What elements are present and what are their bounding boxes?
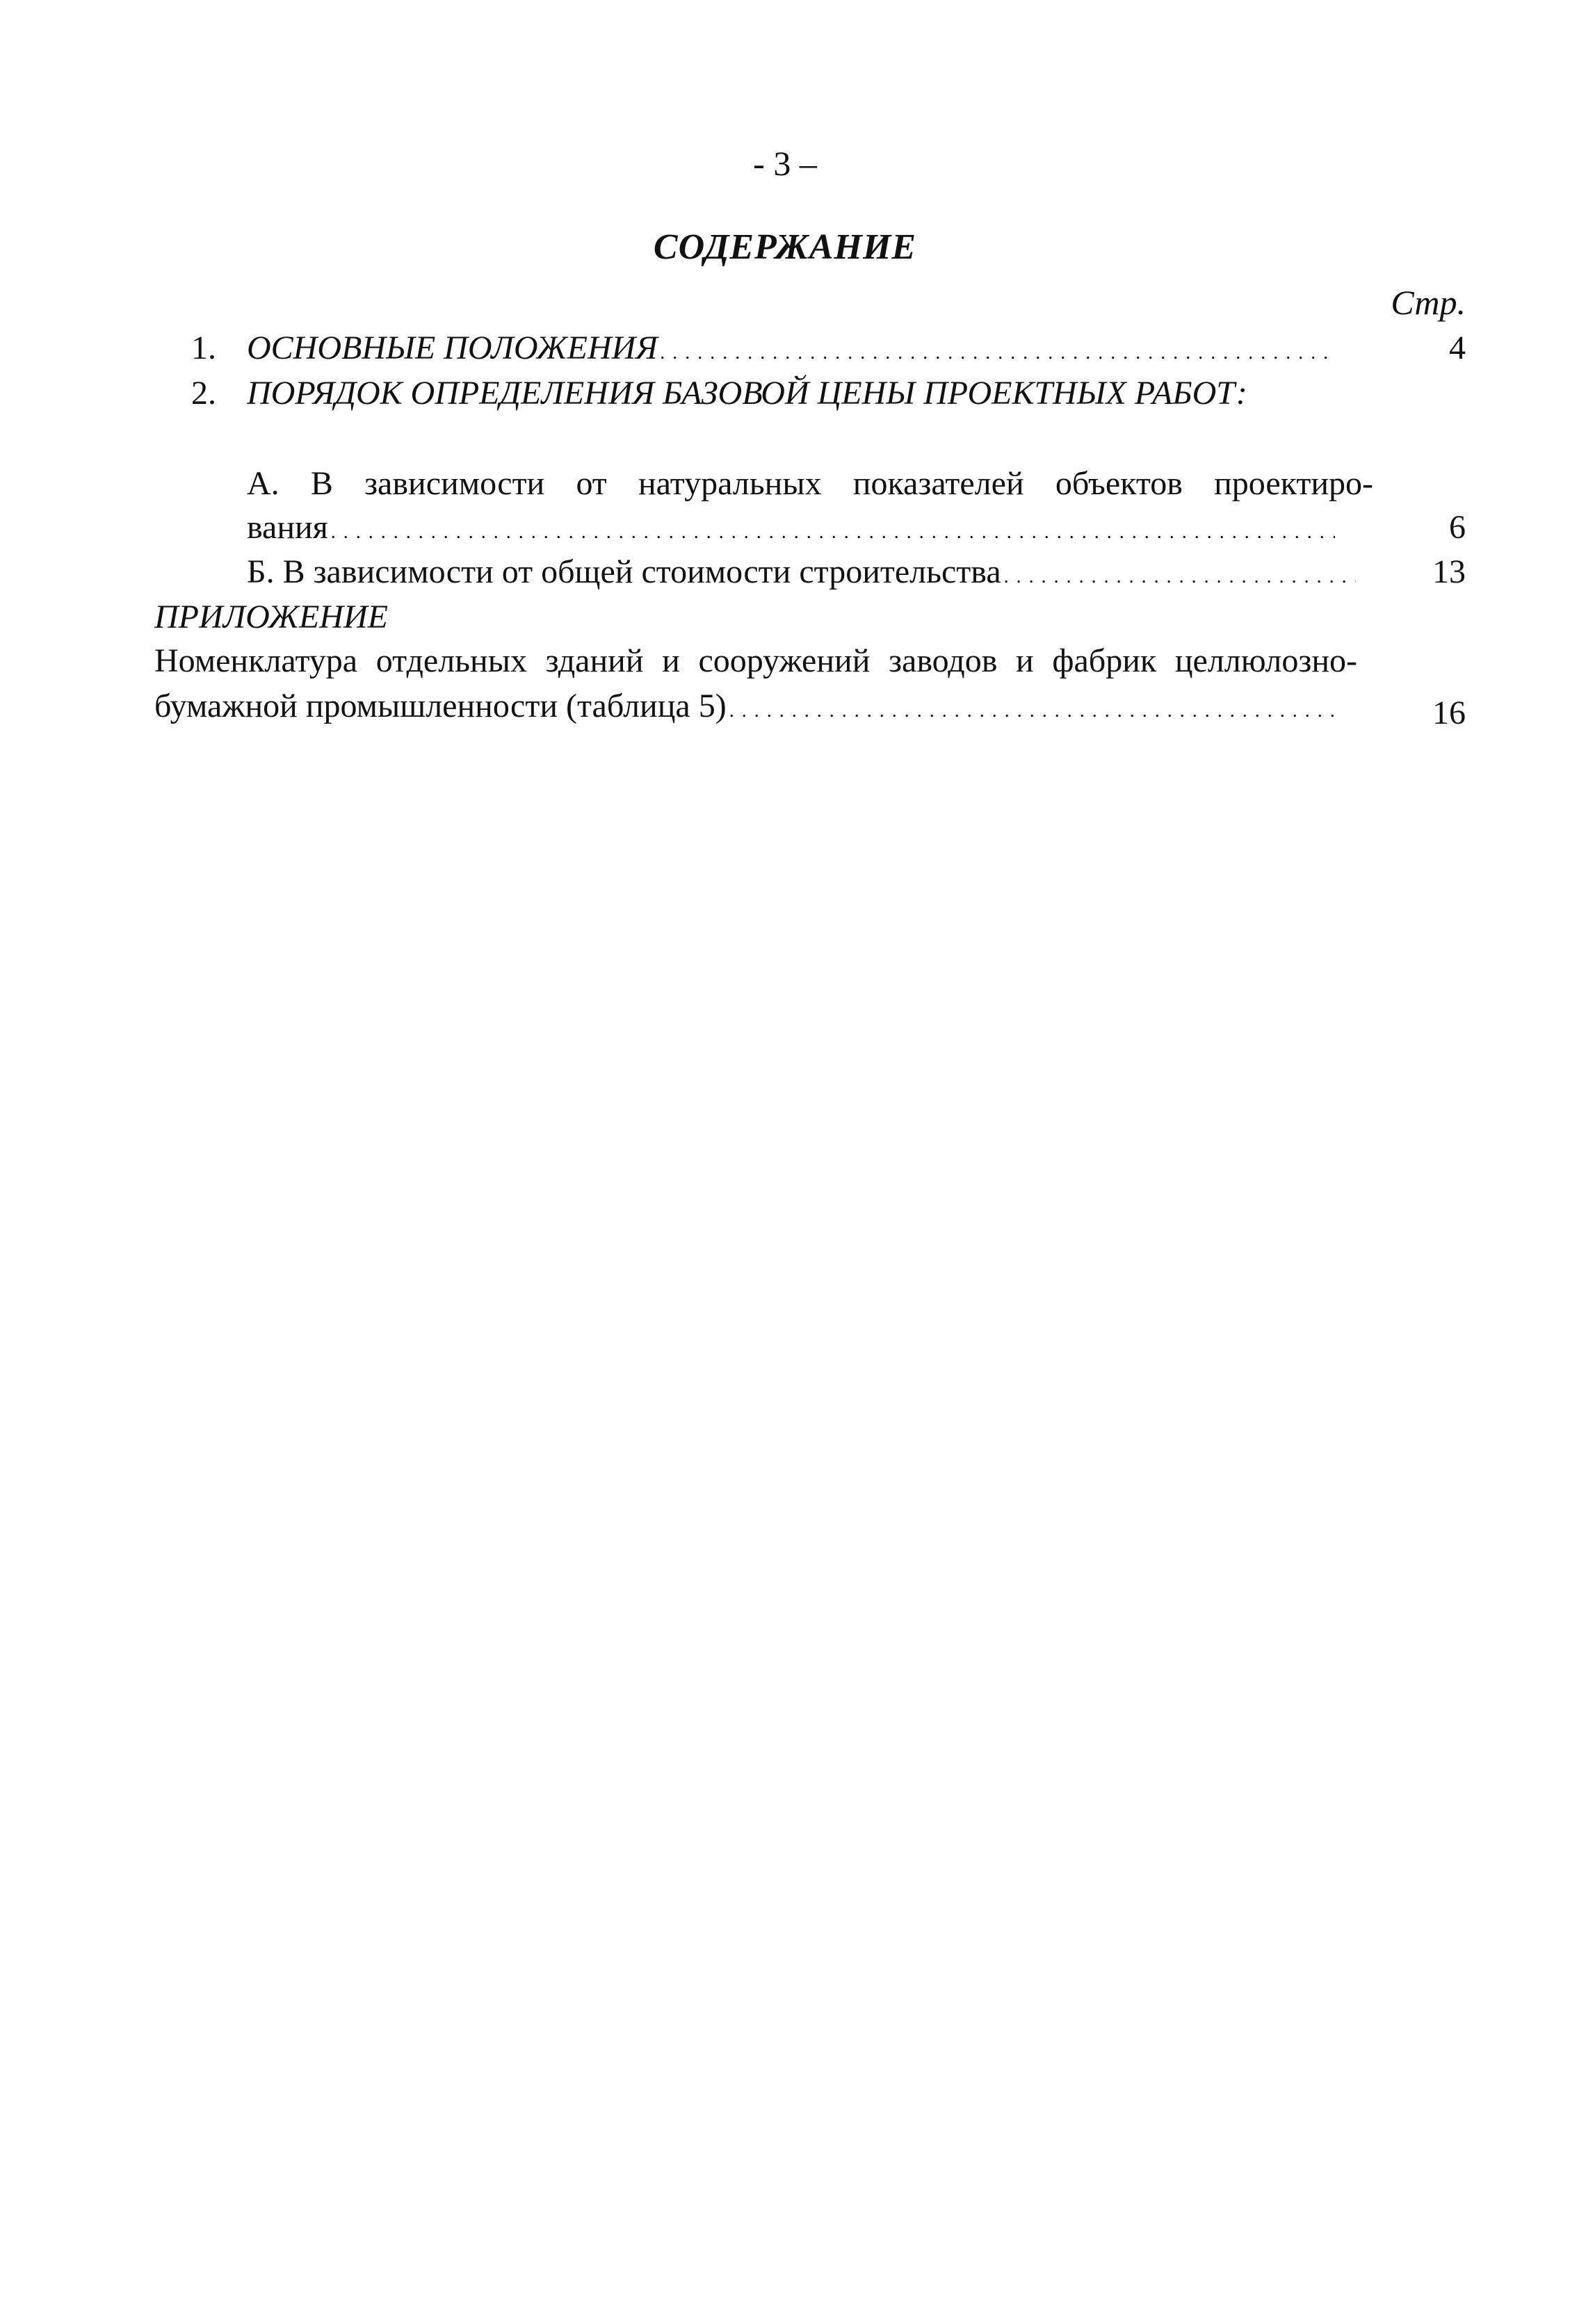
- page-column-header: Стр.: [1391, 283, 1466, 322]
- appendix-line2: [0, 685, 1570, 728]
- dot-leader: [1001, 555, 1356, 594]
- toc-entry-number: 2.: [191, 375, 216, 412]
- toc-entry-label: ОСНОВНЫЕ ПОЛОЖЕНИЯ: [247, 330, 658, 366]
- toc-subentry-a-line1: А. В зависимости от натуральных показателей объектов проектиро-: [247, 465, 1373, 502]
- dot-leader: [328, 511, 1335, 549]
- toc-entry-text: [247, 506, 1335, 549]
- page-number: - 3 –: [753, 144, 817, 183]
- toc-entry-page: 13: [1432, 553, 1466, 590]
- appendix-heading: ПРИЛОЖЕНИЕ: [154, 599, 388, 635]
- toc-entry-label: Б. В зависимости от общей стоимости строительства: [247, 553, 1001, 590]
- toc-entry-2: [0, 372, 1570, 415]
- toc-entry-page: 16: [1432, 694, 1466, 728]
- dot-leader: [727, 690, 1335, 728]
- toc-entry-label: вания: [247, 509, 328, 546]
- toc-subentry-b: [0, 551, 1570, 594]
- toc-entry-text: [154, 685, 1335, 728]
- toc-entry-text: [247, 372, 1429, 415]
- dot-leader: [658, 332, 1335, 370]
- toc-entry-page: 4: [1449, 330, 1466, 366]
- toc-entry-label: бумажной промышленности (таблица 5): [154, 688, 727, 724]
- toc-entry-label: ПОРЯДОК ОПРЕДЕЛЕНИЯ БАЗОВОЙ ЦЕНЫ ПРОЕКТНЫХ РАБОТ:: [247, 375, 1247, 412]
- page-title: СОДЕРЖАНИЕ: [653, 227, 917, 267]
- toc-subentry-a-line2: [0, 506, 1570, 549]
- toc-entry-number: 1.: [191, 330, 216, 366]
- toc-entry-text: [247, 327, 1335, 370]
- appendix-line1: Номенклатура отдельных зданий и сооружений заводов и фабрик целлюлозно-: [154, 642, 1357, 679]
- toc-entry-1: [0, 327, 1570, 370]
- toc-entry-page: 6: [1449, 509, 1466, 546]
- toc-entry-text: [247, 551, 1356, 594]
